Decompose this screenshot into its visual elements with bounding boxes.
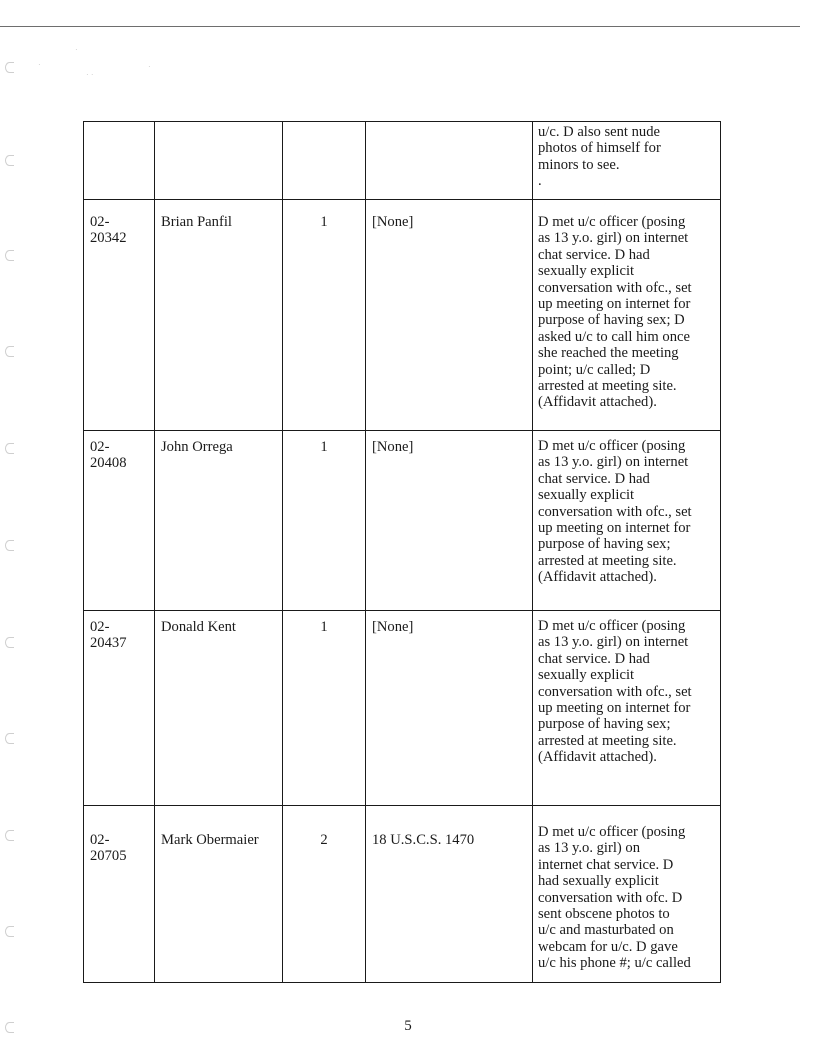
count-cell bbox=[283, 122, 366, 200]
description-cell: D met u/c officer (posing as 13 y.o. girl) on internet chat service. D had sexually explicit conversation with ofc., set up meeting on internet for purpose of having sex; arrested at meeting site. (Affidavit attached). bbox=[533, 431, 721, 611]
margin-hole-mark bbox=[5, 443, 14, 454]
case-table bbox=[83, 121, 721, 983]
margin-hole-mark bbox=[5, 250, 14, 261]
table-row bbox=[84, 200, 721, 431]
margin-hole-mark bbox=[5, 540, 14, 551]
docket-cell: 02- 20705 bbox=[84, 806, 155, 983]
margin-hole-mark bbox=[5, 637, 14, 648]
defendant-cell: John Orrega bbox=[155, 431, 283, 611]
count-cell: 1 bbox=[283, 611, 366, 806]
table-row bbox=[84, 431, 721, 611]
statute-cell: [None] bbox=[366, 431, 533, 611]
stray-mark: · bbox=[38, 60, 41, 69]
defendant-cell bbox=[155, 122, 283, 200]
docket-cell: 02- 20408 bbox=[84, 431, 155, 611]
defendant-cell: Donald Kent bbox=[155, 611, 283, 806]
description-cell: u/c. D also sent nude photos of himself for minors to see. . bbox=[533, 122, 721, 200]
count-cell: 2 bbox=[283, 806, 366, 983]
page-number: 5 bbox=[404, 1018, 412, 1034]
count-cell: 1 bbox=[283, 200, 366, 431]
table-row bbox=[84, 806, 721, 983]
top-rule bbox=[0, 26, 800, 27]
description-cell: D met u/c officer (posing as 13 y.o. girl) on internet chat service. D had sexually explicit conversation with ofc., set up meeting on internet for purpose of having sex; D asked u/c to call him once she reached the meeting point; u/c called; D arrested at meeting site. (Affidavit attached). bbox=[533, 200, 721, 431]
docket-cell bbox=[84, 122, 155, 200]
description-cell: D met u/c officer (posing as 13 y.o. girl) on internet chat service. D had sexually explicit conversation with ofc., set up meeting on internet for purpose of having sex; arrested at meeting site. (Affidavit attached). bbox=[533, 611, 721, 806]
table-row bbox=[84, 122, 721, 200]
margin-hole-mark bbox=[5, 830, 14, 841]
stray-mark: · · bbox=[86, 70, 94, 79]
statute-cell: 18 U.S.C.S. 1470 bbox=[366, 806, 533, 983]
margin-hole-mark bbox=[5, 733, 14, 744]
margin-hole-mark bbox=[5, 155, 14, 166]
description-cell: D met u/c officer (posing as 13 y.o. girl) on internet chat service. D had sexually explicit conversation with ofc. D sent obscene photos to u/c and masturbated on webcam for u/c. D gave u/c his phone #; u/c called bbox=[533, 806, 721, 983]
stray-mark: · bbox=[148, 62, 151, 71]
count-cell: 1 bbox=[283, 431, 366, 611]
margin-hole-mark bbox=[5, 926, 14, 937]
defendant-cell: Brian Panfil bbox=[155, 200, 283, 431]
docket-cell: 02- 20342 bbox=[84, 200, 155, 431]
margin-hole-mark bbox=[5, 346, 14, 357]
statute-cell bbox=[366, 122, 533, 200]
margin-hole-mark bbox=[5, 62, 14, 73]
table-row bbox=[84, 611, 721, 806]
stray-mark: · bbox=[75, 45, 78, 54]
statute-cell: [None] bbox=[366, 611, 533, 806]
defendant-cell: Mark Obermaier bbox=[155, 806, 283, 983]
docket-cell: 02- 20437 bbox=[84, 611, 155, 806]
statute-cell: [None] bbox=[366, 200, 533, 431]
